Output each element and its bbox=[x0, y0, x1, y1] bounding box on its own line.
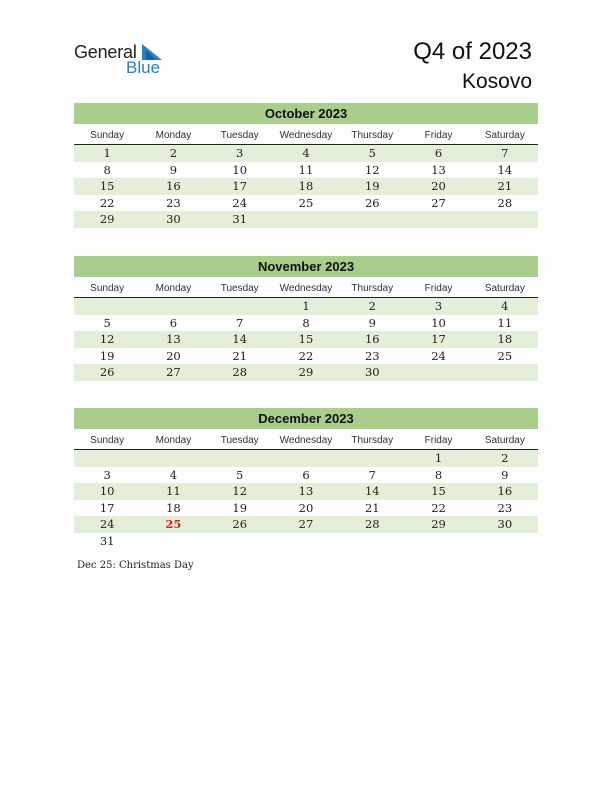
day-cell bbox=[140, 450, 206, 467]
day-cell: 5 bbox=[103, 315, 111, 330]
day-cell: 1 bbox=[103, 146, 111, 160]
day-cell: 17 bbox=[99, 500, 115, 515]
weekday-label: Thursday bbox=[351, 435, 394, 446]
page-title: Q4 of 2023 bbox=[413, 38, 532, 65]
day-cell: 11 bbox=[497, 315, 513, 330]
day-cell: 31 bbox=[99, 533, 115, 548]
weekday-label: Tuesday bbox=[220, 283, 259, 294]
day-cell: 10 bbox=[99, 484, 115, 498]
week-row bbox=[74, 364, 538, 381]
day-cell: 15 bbox=[431, 484, 446, 498]
day-cell: 17 bbox=[232, 179, 248, 193]
week-row bbox=[74, 533, 538, 550]
day-cell bbox=[207, 533, 273, 550]
day-cell: 12 bbox=[364, 162, 380, 177]
weekday-label: Wednesday bbox=[279, 435, 333, 446]
week-row bbox=[74, 500, 538, 517]
day-cell: 5 bbox=[236, 467, 244, 482]
day-cell: 30 bbox=[166, 212, 181, 226]
day-cell: 11 bbox=[166, 484, 181, 498]
day-cell: 30 bbox=[497, 517, 513, 531]
week-row bbox=[74, 211, 538, 228]
day-cell: 18 bbox=[166, 500, 181, 515]
day-cell bbox=[405, 211, 471, 228]
day-cell bbox=[207, 298, 273, 315]
day-cell: 7 bbox=[501, 146, 509, 160]
week-row bbox=[74, 315, 538, 332]
day-cell: 26 bbox=[364, 195, 380, 210]
day-cell: 4 bbox=[501, 299, 509, 313]
day-cell: 28 bbox=[497, 195, 513, 210]
day-cell: 24 bbox=[232, 195, 248, 210]
day-cell: 25 bbox=[165, 517, 182, 531]
month-calendar bbox=[74, 103, 538, 228]
weekday-label: Monday bbox=[155, 283, 192, 294]
week-row bbox=[74, 483, 538, 500]
day-cell: 22 bbox=[99, 195, 115, 210]
weekday-label: Friday bbox=[424, 130, 453, 141]
day-cell: 31 bbox=[232, 212, 248, 226]
day-cell: 13 bbox=[166, 332, 181, 346]
week-row bbox=[74, 298, 538, 315]
day-cell: 24 bbox=[99, 517, 115, 531]
day-cell: 8 bbox=[434, 467, 443, 482]
weekday-label: Monday bbox=[155, 130, 192, 141]
weekday-label: Tuesday bbox=[220, 130, 259, 141]
day-cell: 14 bbox=[232, 332, 248, 346]
holiday-notes bbox=[77, 560, 194, 571]
weekday-label: Monday bbox=[155, 435, 192, 446]
month-calendar bbox=[74, 256, 538, 381]
day-cell: 11 bbox=[298, 162, 314, 177]
day-cell bbox=[339, 450, 405, 467]
weekday-label: Thursday bbox=[351, 130, 394, 141]
day-cell: 23 bbox=[364, 348, 380, 363]
weekday-header-row bbox=[74, 127, 538, 145]
day-cell: 2 bbox=[169, 146, 178, 160]
weekday-label: Sunday bbox=[90, 130, 125, 141]
day-cell: 10 bbox=[431, 315, 446, 330]
week-row bbox=[74, 145, 538, 162]
weekday-label: Sunday bbox=[90, 283, 125, 294]
day-cell bbox=[273, 211, 339, 228]
logo-blue-text: Blue bbox=[126, 58, 161, 77]
day-cell: 13 bbox=[298, 484, 314, 498]
week-row bbox=[74, 348, 538, 365]
day-cell: 16 bbox=[166, 179, 181, 193]
week-row bbox=[74, 467, 538, 484]
weekday-label: Saturday bbox=[484, 435, 525, 446]
day-cell: 28 bbox=[364, 517, 380, 531]
day-cell: 3 bbox=[103, 467, 111, 482]
day-cell bbox=[405, 364, 471, 381]
day-cell: 28 bbox=[232, 365, 248, 379]
day-cell: 18 bbox=[497, 332, 513, 346]
day-cell: 26 bbox=[99, 365, 115, 379]
day-cell: 27 bbox=[298, 517, 314, 531]
day-cell: 9 bbox=[501, 467, 509, 482]
country-name: Kosovo bbox=[461, 70, 532, 93]
weekday-label: Wednesday bbox=[279, 283, 333, 294]
day-cell bbox=[405, 533, 471, 550]
day-cell: 8 bbox=[103, 162, 111, 177]
day-cell: 5 bbox=[368, 146, 376, 160]
day-cell: 20 bbox=[431, 179, 446, 193]
day-cell: 17 bbox=[431, 332, 446, 346]
day-cell: 30 bbox=[364, 365, 380, 379]
day-cell: 14 bbox=[364, 484, 380, 498]
day-cell: 7 bbox=[368, 467, 376, 482]
day-cell: 26 bbox=[232, 517, 248, 531]
day-cell bbox=[273, 450, 339, 467]
month-title: November 2023 bbox=[74, 256, 538, 277]
month-calendar bbox=[74, 408, 538, 549]
day-cell: 23 bbox=[166, 195, 181, 210]
day-cell: 6 bbox=[169, 315, 178, 330]
day-cell: 10 bbox=[232, 162, 248, 177]
week-row bbox=[74, 178, 538, 195]
day-cell: 9 bbox=[368, 315, 376, 330]
day-cell: 16 bbox=[364, 332, 380, 346]
day-cell bbox=[472, 364, 538, 381]
day-cell: 6 bbox=[434, 146, 443, 160]
day-cell: 21 bbox=[497, 179, 513, 193]
day-cell: 2 bbox=[368, 299, 376, 313]
day-cell: 14 bbox=[497, 162, 513, 177]
holiday-note: Dec 25: Christmas Day bbox=[77, 560, 194, 571]
day-cell: 2 bbox=[501, 451, 509, 465]
day-cell bbox=[207, 450, 273, 467]
month-title: October 2023 bbox=[74, 103, 538, 124]
day-cell: 20 bbox=[298, 500, 314, 515]
day-cell: 29 bbox=[99, 212, 115, 226]
day-cell bbox=[140, 533, 206, 550]
day-cell: 16 bbox=[497, 484, 513, 498]
day-cell: 12 bbox=[232, 484, 248, 498]
day-cell: 24 bbox=[431, 348, 446, 363]
day-cell: 29 bbox=[431, 517, 446, 531]
day-cell: 25 bbox=[298, 195, 314, 210]
day-cell: 1 bbox=[434, 451, 443, 465]
weekday-label: Sunday bbox=[90, 435, 125, 446]
weekday-label: Tuesday bbox=[220, 435, 259, 446]
day-cell bbox=[339, 533, 405, 550]
day-cell: 8 bbox=[302, 315, 310, 330]
day-cell: 9 bbox=[169, 162, 178, 177]
day-cell: 15 bbox=[99, 179, 115, 193]
day-cell: 3 bbox=[434, 299, 443, 313]
weekday-label: Saturday bbox=[484, 130, 525, 141]
week-row bbox=[74, 195, 538, 212]
weekday-header-row bbox=[74, 432, 538, 450]
day-cell bbox=[74, 450, 140, 467]
day-cell: 21 bbox=[364, 500, 380, 515]
week-row bbox=[74, 516, 538, 533]
day-cell: 13 bbox=[431, 162, 446, 177]
day-cell: 15 bbox=[298, 332, 314, 346]
week-row bbox=[74, 331, 538, 348]
day-cell: 20 bbox=[166, 348, 181, 363]
day-cell bbox=[140, 298, 206, 315]
day-cell bbox=[273, 533, 339, 550]
day-cell: 29 bbox=[298, 365, 314, 379]
week-row bbox=[74, 450, 538, 467]
weekday-label: Thursday bbox=[351, 283, 394, 294]
day-cell: 22 bbox=[431, 500, 446, 515]
day-cell: 19 bbox=[364, 179, 380, 193]
day-cell: 19 bbox=[232, 500, 248, 515]
day-cell: 25 bbox=[497, 348, 513, 363]
day-cell: 1 bbox=[302, 299, 310, 313]
day-cell: 4 bbox=[169, 467, 178, 482]
month-title: December 2023 bbox=[74, 408, 538, 429]
day-cell: 23 bbox=[497, 500, 513, 515]
generalblue-logo bbox=[74, 42, 174, 78]
logo-general-text: General bbox=[74, 42, 137, 62]
weekday-label: Friday bbox=[424, 435, 453, 446]
day-cell: 7 bbox=[236, 315, 244, 330]
day-cell: 18 bbox=[298, 179, 314, 193]
day-cell: 19 bbox=[99, 348, 115, 363]
weekday-label: Friday bbox=[424, 283, 453, 294]
day-cell bbox=[74, 298, 140, 315]
day-cell: 27 bbox=[166, 365, 181, 379]
day-cell: 6 bbox=[302, 467, 310, 482]
day-cell: 3 bbox=[236, 146, 244, 160]
day-cell bbox=[472, 211, 538, 228]
day-cell bbox=[472, 533, 538, 550]
day-cell: 27 bbox=[431, 195, 446, 210]
week-row bbox=[74, 162, 538, 179]
day-cell: 12 bbox=[99, 332, 115, 346]
day-cell: 4 bbox=[302, 146, 310, 160]
day-cell: 22 bbox=[298, 348, 314, 363]
weekday-header-row bbox=[74, 280, 538, 298]
weekday-label: Saturday bbox=[484, 283, 525, 294]
day-cell bbox=[339, 211, 405, 228]
day-cell: 21 bbox=[232, 348, 248, 363]
weekday-label: Wednesday bbox=[279, 130, 333, 141]
